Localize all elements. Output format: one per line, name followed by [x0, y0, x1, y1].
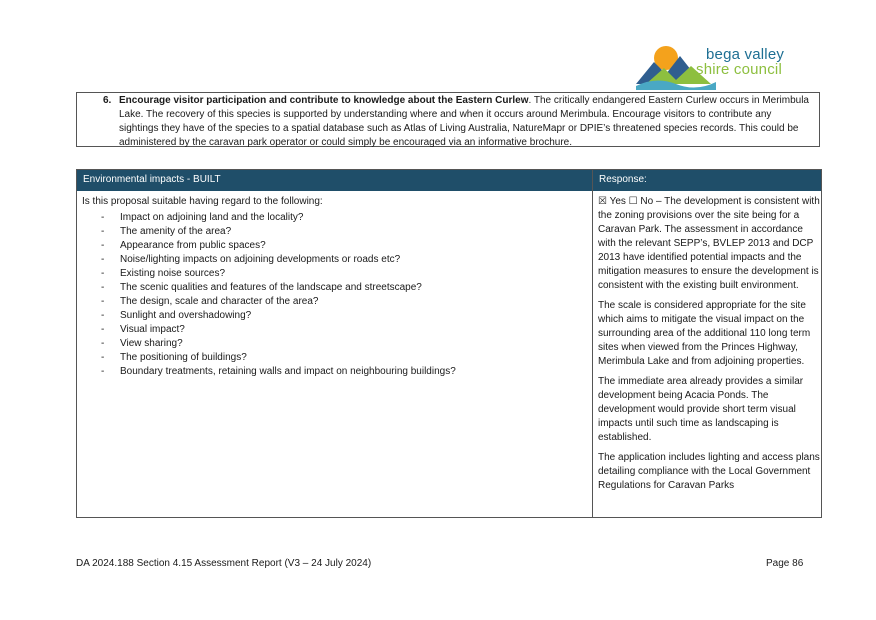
item-body: . The critically endangered Eastern Curlew occurs in Merimbula Lake. The recovery of this species is supported by understanding where and when it occurs around Merimbula. Encourage visitors to contribute any sightings they have of the species to a spatial database such as Atlas of Living Australia, NatureMapr or DPIE’s threatened species records. This could be administered by the caravan park operator or could simply be encouraged via an informative brochure.: [119, 95, 809, 148]
criteria-cell: [82, 195, 582, 379]
list-item: - Existing noise sources?: [82, 267, 582, 281]
list-item: - Noise/lighting impacts on adjoining developments or roads etc?: [82, 253, 582, 267]
item-6-box: [76, 92, 820, 147]
footer-page-number: Page 86: [766, 558, 804, 569]
response-paragraph-3: The immediate area already provides a similar development being Acacia Ponds. The development would provide short term visual impacts until such time as landscaping is established.: [598, 376, 804, 443]
response-paragraph-2: The scale is considered appropriate for the site which aims to mitigate the visual impact on the surrounding area of the additional 110 long term sites when viewed from the Princes Highway, Merimbula Lake and from adjoining properties.: [598, 300, 811, 367]
header-response: Response:: [599, 174, 647, 185]
environmental-impacts-table: [76, 169, 822, 518]
item-number: 6.: [103, 95, 112, 106]
item-heading: Encourage visitor participation and contribute to knowledge about the Eastern Curlew: [119, 95, 529, 106]
yes-no-checkbox: ☒ Yes ☐ No: [598, 196, 654, 207]
list-item: - Impact on adjoining land and the locality?: [82, 211, 582, 225]
column-divider: [592, 170, 593, 517]
header-environmental-impacts: Environmental impacts - BUILT: [83, 174, 221, 185]
list-item: - Visual impact?: [82, 323, 582, 337]
council-logo: [636, 40, 808, 92]
list-item: - Boundary treatments, retaining walls and impact on neighbouring buildings?: [82, 365, 582, 379]
response-paragraph-1: [598, 195, 820, 293]
footer-report-title: DA 2024.188 Section 4.15 Assessment Report (V3 – 24 July 2024): [76, 558, 372, 569]
response-cell: [598, 195, 820, 499]
list-item: - Appearance from public spaces?: [82, 239, 582, 253]
list-item: - Sunlight and overshadowing?: [82, 309, 582, 323]
list-item: - The scenic qualities and features of the landscape and streetscape?: [82, 281, 582, 295]
list-item: - The design, scale and character of the area?: [82, 295, 582, 309]
list-item: - View sharing?: [82, 337, 582, 351]
response-text-1: – The development is consistent with the zoning provisions over the site being for a Caravan Park. The assessment in accordance with the relevant SEPP’s, BVLEP 2013 and DCP 2013 have identified potential impacts and the mitigation measures to ensure the development is consistent with the existing built environment.: [598, 196, 820, 291]
table-header-row: [77, 170, 821, 191]
criteria-list: [82, 211, 582, 379]
list-item: - The positioning of buildings?: [82, 351, 582, 365]
logo-text-bega-valley: bega valley: [706, 46, 785, 63]
list-item: - The amenity of the area?: [82, 225, 582, 239]
response-paragraph-4: The application includes lighting and access plans detailing compliance with the Local Government Regulations for Caravan Parks: [598, 452, 820, 491]
logo-text-shire-council: shire council: [696, 61, 782, 78]
criteria-question: Is this proposal suitable having regard to the following:: [82, 196, 323, 207]
